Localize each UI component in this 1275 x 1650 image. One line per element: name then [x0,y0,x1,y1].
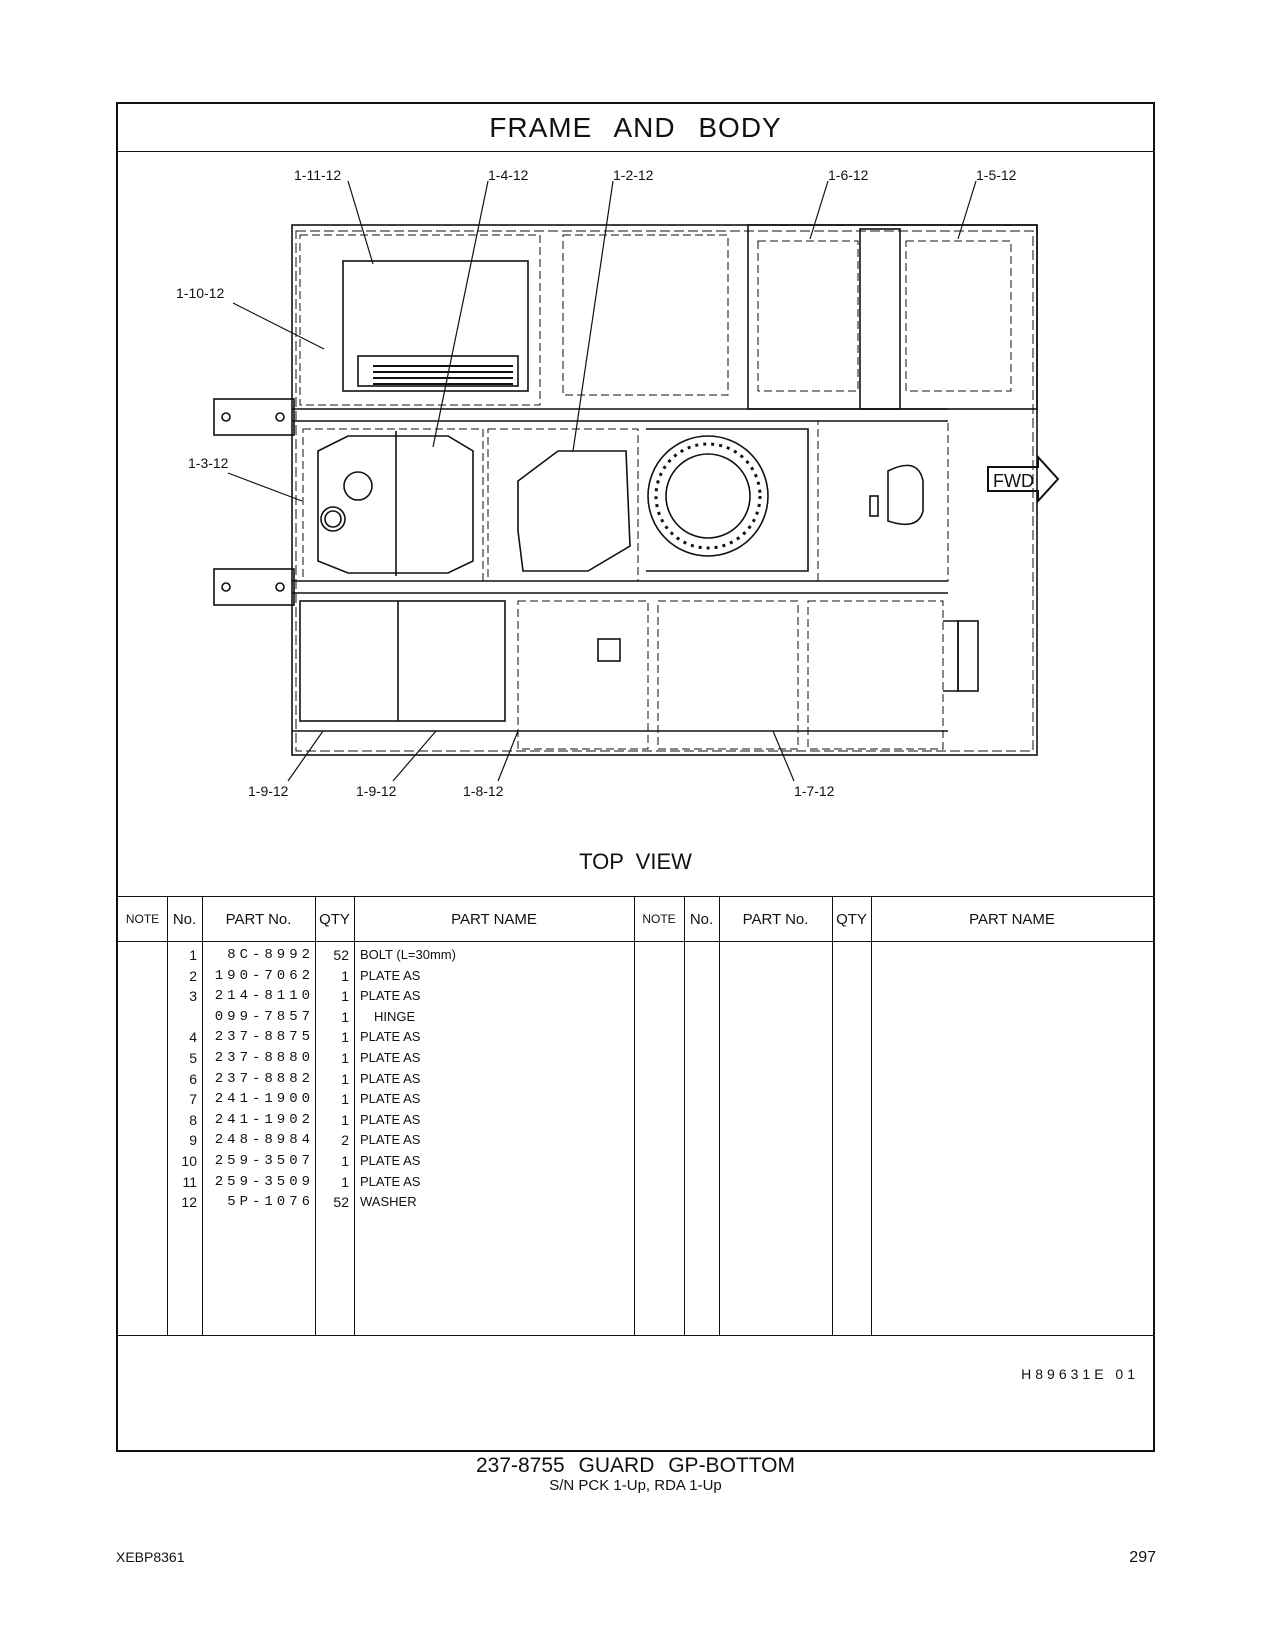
header-no: No. [172,910,197,928]
cell-qty: 1 [341,1173,349,1190]
fwd-arrow-label: FWD [993,471,1034,491]
cell-part: 259-3509 [214,1173,314,1190]
view-label: TOP VIEW [579,849,692,874]
table-row [118,1089,1153,1110]
cell-no: 6 [189,1070,197,1087]
table-row [118,1048,1153,1069]
cell-qty: 1 [341,1111,349,1128]
callout-label: 1-6-12 [828,167,869,183]
cell-no: 2 [189,967,197,984]
cell-qty: 1 [341,1029,349,1046]
cell-no: 5 [189,1050,197,1066]
callout-label: 1-5-12 [976,167,1017,183]
cell-part: 241-1902 [214,1111,314,1128]
callout-label: 1-10-12 [176,285,225,301]
cell-qty: 52 [333,947,349,963]
callout-label: 1-9-12 [356,783,397,799]
cell-name: PLATE AS [360,988,421,1004]
page-title: FRAME AND BODY [118,104,1153,152]
cell-qty: 1 [341,988,349,1005]
cell-name: PLATE AS [360,1070,421,1086]
table-row [118,1069,1153,1090]
table-row [118,986,1153,1007]
cell-no: 8 [189,1111,197,1128]
callout-label: 1-4-12 [488,167,529,183]
cell-qty: 2 [341,1132,349,1149]
callout-label: 1-7-12 [794,783,835,799]
cell-name: BOLT (L=30mm) [360,947,456,962]
header-part-name: PART NAME [969,910,1055,928]
cell-part: 099-7857 [214,1008,314,1025]
cell-part: 190-7062 [214,967,314,984]
cell-part: 5P-1076 [227,1194,314,1211]
cell-part: 248-8984 [214,1132,314,1149]
header-qty: QTY [836,910,867,928]
caption-title: 237-8755 GUARD GP-BOTTOM [475,1454,796,1477]
callout-label: 1-11-12 [294,167,342,183]
cell-name: PLATE AS [360,1111,421,1127]
header-qty: QTY [319,910,350,928]
document-id: XEBP8361 [116,1549,185,1565]
callout-label: 1-2-12 [613,167,654,183]
table-row [118,1007,1153,1028]
table-row [118,1172,1153,1193]
page-number: 297 [1129,1549,1156,1566]
cell-name: PLATE AS [360,1173,421,1189]
cell-name: HINGE [374,1008,416,1024]
callout-label: 1-9-12 [248,783,289,799]
cell-name: PLATE AS [360,1029,421,1045]
cell-qty: 1 [341,1091,349,1108]
cell-qty: 1 [341,1153,349,1169]
callout-label: 1-3-12 [188,455,229,471]
drawing-code: H89631E 01 [1021,1366,1139,1382]
cell-name: PLATE AS [360,1153,421,1168]
header-note: NOTE [642,912,676,926]
cell-part: 237-8882 [214,1070,314,1087]
cell-part: 237-8875 [214,1029,314,1046]
cell-no: 4 [189,1029,197,1046]
parts-table [118,896,1153,1336]
cell-part: 8C-8992 [227,947,314,963]
cell-no: 12 [181,1194,197,1211]
cell-name: PLATE AS [360,1132,421,1148]
table-row [118,1130,1153,1151]
cell-qty: 52 [333,1194,349,1211]
cell-no: 1 [189,947,197,963]
callout-label: 1-8-12 [463,783,504,799]
header-no: No. [689,910,714,928]
cell-name: WASHER [360,1194,417,1210]
caption-subtitle: S/N PCK 1-Up, RDA 1-Up [549,1477,722,1494]
table-row [118,966,1153,987]
cell-qty: 1 [341,1050,349,1066]
cell-qty: 1 [341,1070,349,1087]
cell-part: 237-8880 [214,1050,314,1066]
parts-page-frame [116,102,1155,1452]
cell-no: 3 [189,988,197,1005]
header-note: NOTE [125,912,160,926]
table-row [118,1110,1153,1131]
cell-name: PLATE AS [360,967,421,983]
cell-qty: 1 [341,1008,349,1025]
table-row [118,1192,1153,1213]
cell-part: 259-3507 [214,1153,314,1169]
header-part-name: PART NAME [451,910,537,928]
cell-name: PLATE AS [360,1091,421,1107]
cell-name: PLATE AS [360,1050,421,1065]
header-part-no: PART No. [742,910,809,928]
table-row [118,1027,1153,1048]
cell-no: 10 [181,1153,197,1169]
cell-qty: 1 [341,967,349,984]
cell-no: 9 [189,1132,197,1149]
cell-part: 241-1900 [214,1091,314,1108]
table-row [118,945,1153,966]
table-row [118,1151,1153,1172]
frame-top-view-diagram [118,151,1153,896]
cell-no: 7 [189,1091,197,1108]
page-caption [116,1454,1155,1494]
cell-no: 11 [182,1173,197,1190]
cell-part: 214-8110 [214,988,314,1005]
header-part-no: PART No. [225,910,292,928]
